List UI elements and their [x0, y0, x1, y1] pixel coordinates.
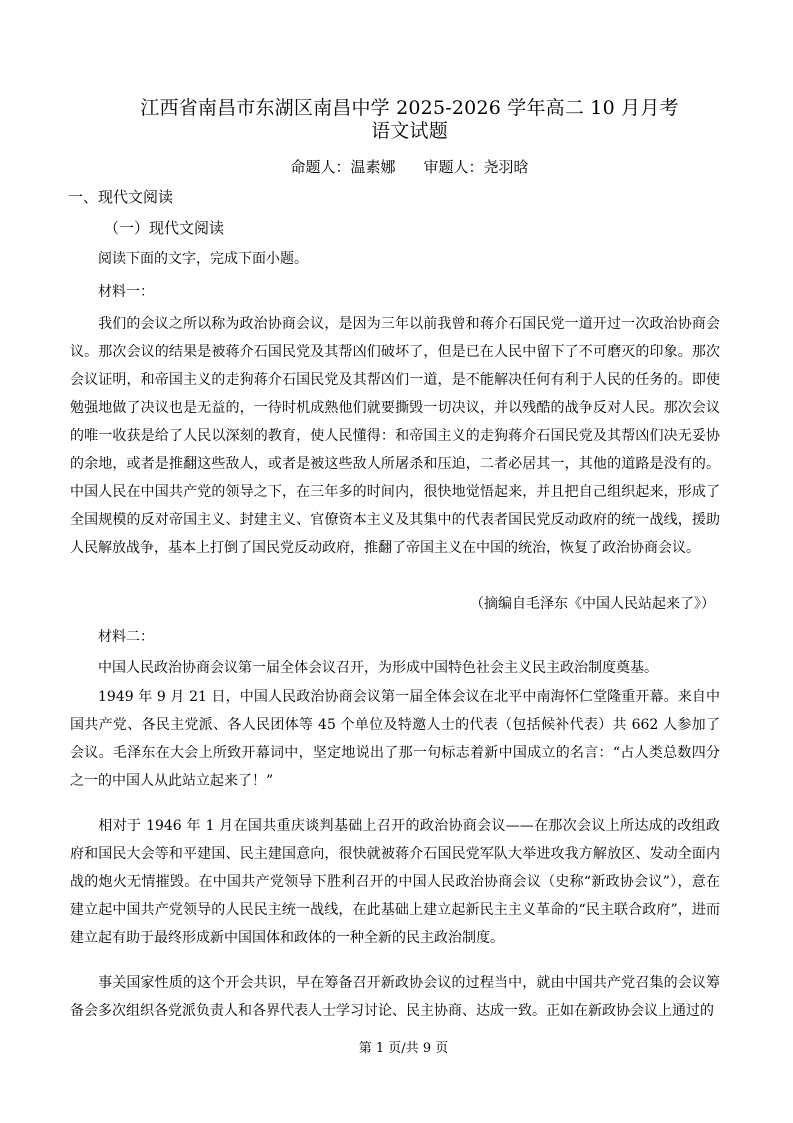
- material2-label-paragraph: [70, 623, 720, 651]
- material1-source: （摘编自毛泽东《中国人民站起来了》）: [470, 596, 715, 612]
- material2-label: 材料二：: [98, 629, 154, 645]
- exam-title-line1: 江西省南昌市东湖区南昌中学 2025-2026 学年高二 10 月月考: [140, 97, 679, 119]
- material2-para2-text: 相对于 1946 年 1 月在国共重庆谈判基础上召开的政治协商会议——在那次会议上所达成的改组政府和国民大会等和平建国、民主建国意向，很快就被蒋介石国民党军队大举进攻我方解放区、发动全面内战的炮火无情摧毁。在中国共产党领导下胜利召开的中国人民政治协商会议（史称“新政协会议”），意在建立起中国共产党领导的人民民主统一战线，在此基础上建立起新民主主义革命的“民主联合政府”，进而建立起有助于最终形成新中国国体和政体的一种全新的民主政治制度。: [70, 818, 720, 946]
- section-subheading: （一）现代文阅读: [104, 219, 225, 237]
- proposer-label: 命题人：温素娜: [290, 158, 396, 176]
- instructions-paragraph: [70, 245, 720, 273]
- material2-para3-text: 事关国家性质的这个开会共识，早在筹备召开新政协会议的过程当中，就由中国共产党召集的会议筹备会多次组织各党派负责人和各界代表人士学习讨论、民主协商、达成一致。正如在新政协会议上通过的: [70, 975, 720, 1019]
- material1-label-paragraph: [70, 278, 720, 306]
- material2-subtitle-paragraph: [70, 654, 720, 682]
- author-line: [0, 157, 793, 177]
- material2-paragraph-1: [70, 683, 720, 795]
- reviewer-label: 审题人：尧羽晗: [423, 158, 529, 176]
- instructions-text: 阅读下面的文字，完成下面小题。: [98, 251, 308, 267]
- exam-title-line2: 语文试题: [371, 120, 448, 142]
- material1-body: 我们的会议之所以称为政治协商会议，是因为三年以前我曾和蒋介石国民党一道开过一次政治协商会议。那次会议的结果是被蒋介石国民党及其帮凶们破坏了，但是已在人民中留下了不可磨灭的印象。那次会议证明，和帝国主义的走狗蒋介石国民党及其帮凶们一道，是不能解决任何有利于人民的任务的。即使勉强地做了决议也是无益的，一待时机成熟他们就要撕毁一切决议，并以残酷的战争反对人民。那次会议的唯一收获是给了人民以深刻的教育，使人民懂得：和帝国主义的走狗蒋介石国民党及其帮凶们决无妥协的余地，或者是推翻这些敌人，或者是被这些敌人所屠杀和压迫，二者必居其一，其他的道路是没有的。中国人民在中国共产党的领导之下，在三年多的时间内，很快地觉悟起来，并且把自己组织起来，形成了全国规模的反对帝国主义、封建主义、官僚资本主义及其集中的代表者国民党反动政府的统一战线，援助人民解放战争，基本上打倒了国民党反动政府，推翻了帝国主义在中国的统治，恢复了政治协商会议。: [70, 316, 720, 556]
- material1-label: 材料一：: [98, 284, 154, 300]
- material2-paragraph-3: [70, 969, 720, 1025]
- section-heading-part1: 一、现代文阅读: [68, 188, 174, 206]
- page-number: 第 1 页/共 9 页: [358, 1041, 449, 1056]
- material2-para1-text: 1949 年 9 月 21 日，中国人民政治协商会议第一届全体会议在北平中南海怀仁堂隆重开幕。来自中国共产党、各民主党派、各人民团体等 45 个单位及特邀人士的代表（包括候补代表）共 662 人参加了会议。毛泽东在大会上所致开幕词中，坚定地说出了那一句标志着新中国成立的名言：“占人类总数四分之一的中国人从此站立起来了！”: [70, 689, 720, 789]
- material1-body-paragraph: [70, 310, 720, 562]
- material2-subtitle: 中国人民政治协商会议第一届全体会议召开，为形成中国特色社会主义民主政治制度奠基。: [98, 660, 658, 676]
- material2-paragraph-2: [70, 812, 720, 952]
